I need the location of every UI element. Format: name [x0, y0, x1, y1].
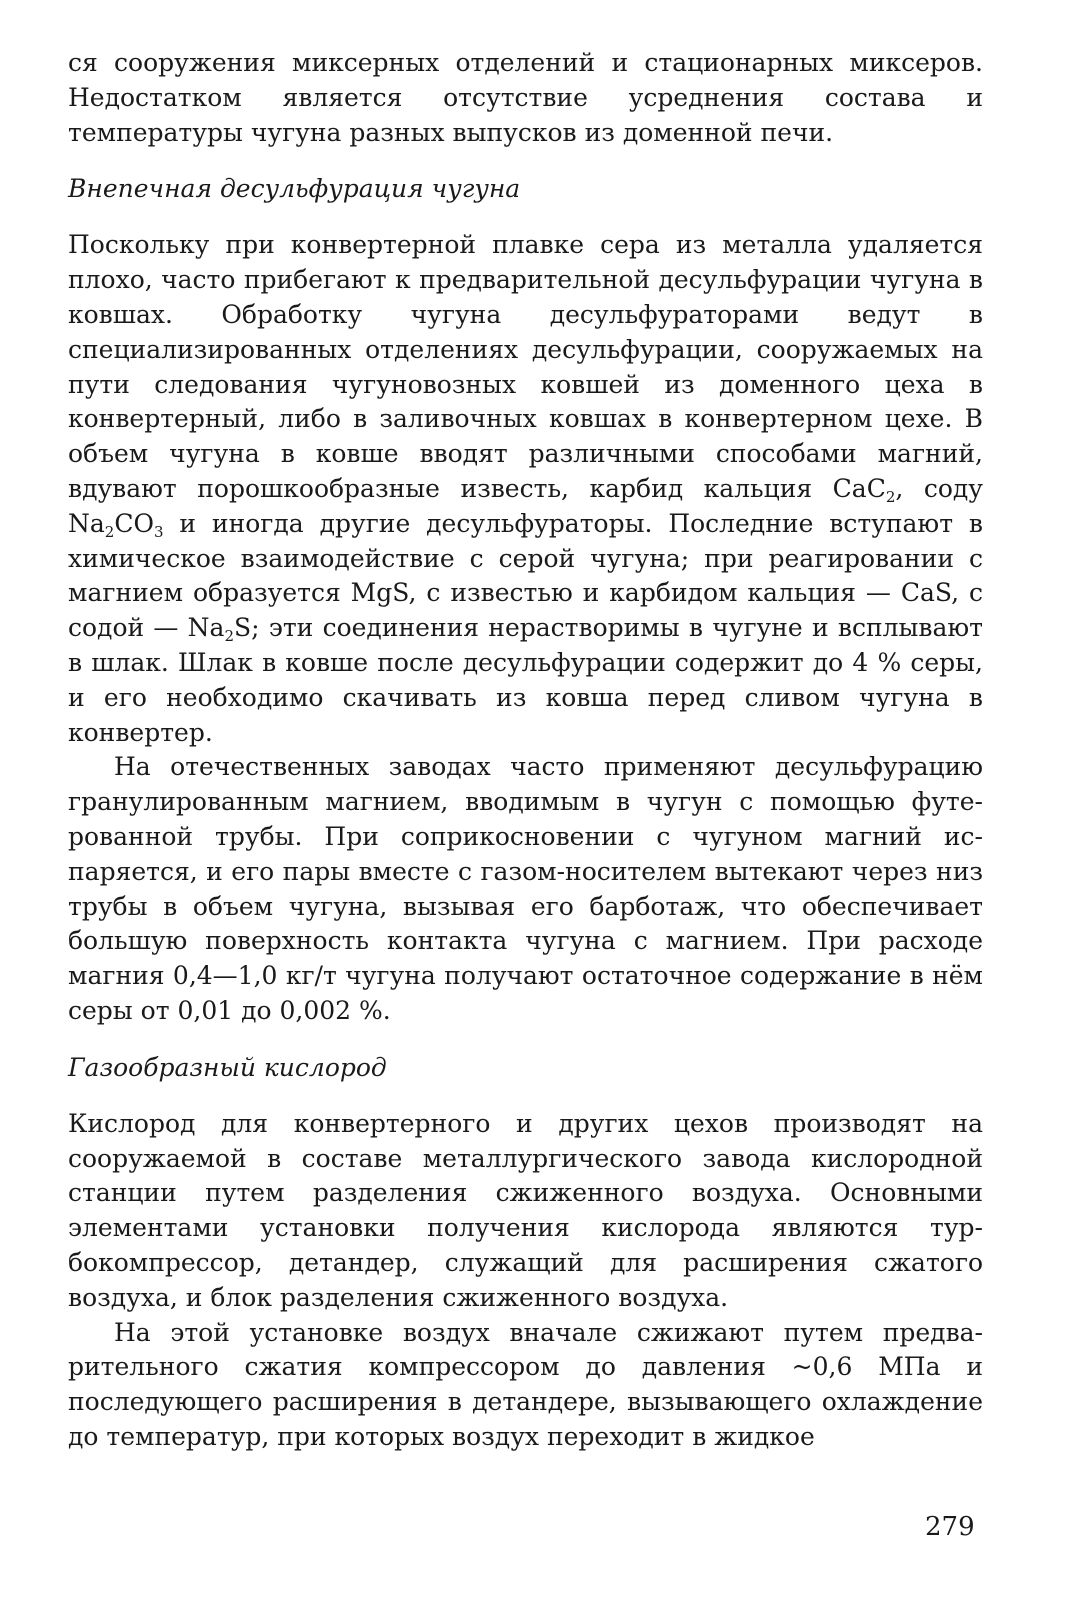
subscript: 3 — [153, 522, 164, 541]
paragraph: На отечественных заводах часто применяют десульфурацию гранулированным магнием, вводимым в чугун с помощью футерованной трубы. При соприкосновении с чугуном магний испаряется, и его пары вместе с газом-носителем вытекают через низ трубы в объем чугуна, вызывая его барботаж, что обеспечивает большую поверхность контакта чугуна с магнием. При расходе магния 0,4—1,0 кг/т чугуна получают остаточное содержание в нём серы от 0,01 до 0,002 %. — [68, 752, 983, 1025]
section-heading: Внепечная десульфурация чугуна — [68, 174, 521, 204]
paragraph: ся сооружения миксерных отделений и стационарных миксеров. Недостатком является отсутствие усреднения состава и температуры чугуна разных выпусков из доменной печи. — [68, 48, 983, 147]
page-number: 279 — [925, 1512, 975, 1542]
subscript: 2 — [224, 627, 235, 646]
section-heading: Газообразный кислород — [68, 1052, 387, 1082]
paragraph: Кислород для конвертерного и других цехов производят на сооружаемой в составе металлургического завода кислородной станции путем разделения сжиженного воздуха. Основными элементами установки получения кислорода являются турбокомпрессор, детандер, служащий для расширения сжатого воздуха, и блок разделения сжиженного воздуха. — [68, 1108, 983, 1312]
paragraph: На этой установке воздух вначале сжижают путем предварительного сжатия компрессором до давления ~0,6 МПа и последующего расширения в детандере, вызывающего охлаждение до температур, при которых воздух переходит в жидкое — [68, 1317, 983, 1451]
subscript: 2 — [885, 487, 896, 506]
page-body — [68, 46, 983, 1455]
subscript: 2 — [104, 522, 115, 541]
paragraph: Поскольку при конвертерной плавке сера из металла удаляется плохо, часто прибегают к предварительной десульфурации чугуна в ковшах. Обработку чугуна десульфураторами ведут в специализированных отделениях десульфурации, сооружаемых на пути следования чугуновозных ковшей из доменного цеха в конвертерный, либо в заливочных ковшах в конвертерном цехе. В объем чугуна в ковше вводят различными способами магний, вдувают порошкообразные известь, карбид кальция CaC$_2$, соду $Na_2CO_3$ и иногда другие десульфураторы. Последние вступают в химическое взаимодействие с серой чугуна; при реагировании с магнием образуется MgS, с известью и карбидом кальция — CaS, с содой — $Na_2S$; эти соединения нерастворимы в чугуне и всплывают в шлак. Шлак в ковше после десульфурации содержит до 4 % серы, и его необходимо скачивать из ковша перед сливом чугуна в конвертер. — [68, 230, 983, 747]
